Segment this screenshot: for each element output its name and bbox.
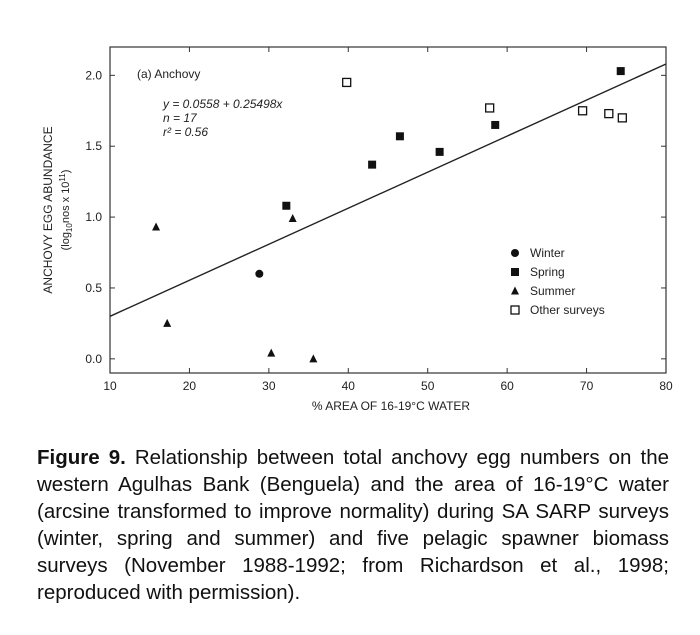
y-tick-label: 0.0	[85, 351, 102, 366]
y-tick-label: 2.0	[85, 68, 102, 83]
other-surveys-point	[486, 104, 494, 112]
summer-point	[309, 354, 317, 362]
x-tick-label: 70	[579, 379, 594, 393]
figure-caption-text: Relationship between total anchovy egg numbers on the western Agulhas Bank (Benguela) and the area of 16-19°C water (arcsine transformed to improve normality) during SA SARP surveys (winter, spring and summer) and five pelagic spawner biomass surveys (November 1988-1992; from Richardson et al., 1998; reproduced with permission).	[37, 446, 669, 604]
x-tick-label: 60	[500, 379, 514, 393]
x-axis-label: % AREA OF 16-19°C WATER	[311, 399, 471, 413]
legend-marker-spring	[511, 268, 519, 276]
panel-label: (a) Anchovy	[137, 67, 201, 81]
other-surveys-point	[618, 114, 626, 122]
legend	[511, 246, 605, 317]
y-tick-label: 1.5	[85, 139, 102, 154]
other-surveys-point	[605, 110, 613, 118]
legend-label-other-surveys: Other surveys	[530, 303, 605, 317]
winter-point	[255, 270, 263, 278]
y-axis-label-units: ($\log_{10}nos$ x $10^{11}$)	[58, 169, 74, 251]
x-tick-label: 20	[182, 379, 197, 393]
spring-point	[491, 121, 499, 129]
y-tick-label: 1.0	[85, 210, 102, 225]
regression-r2: r² = 0.56	[163, 125, 209, 139]
other-surveys-point	[579, 107, 587, 115]
legend-marker-winter	[511, 249, 519, 257]
legend-marker-other-surveys	[511, 306, 519, 314]
figure-caption-label: Figure 9.	[37, 446, 126, 469]
legend-label-winter: Winter	[530, 246, 565, 260]
spring-point	[282, 202, 290, 210]
y-axis-label: ANCHOVY EGG ABUNDANCE	[41, 126, 55, 294]
legend-label-spring: Spring	[530, 265, 565, 279]
spring-point	[436, 148, 444, 156]
x-tick-label: 80	[659, 379, 673, 393]
regression-n: n = 17	[163, 111, 197, 125]
y-tick-label: 0.5	[85, 280, 102, 295]
spring-point	[396, 132, 404, 140]
summer-point	[152, 223, 160, 231]
x-tick-label: 10	[103, 379, 117, 393]
legend-label-summer: Summer	[530, 284, 576, 298]
other-surveys-point	[343, 78, 351, 86]
spring-point	[617, 67, 625, 75]
data-points	[152, 67, 626, 362]
spring-point	[368, 161, 376, 169]
plot-frame	[110, 47, 666, 373]
regression-equation: y = 0.0558 + 0.25498x	[163, 97, 283, 111]
x-tick-label: 40	[341, 379, 355, 393]
summer-point	[267, 349, 275, 357]
summer-point	[163, 319, 171, 327]
legend-marker-summer	[511, 287, 519, 295]
x-tick-label: 50	[421, 379, 435, 393]
figure-caption	[37, 444, 669, 606]
summer-point	[289, 214, 297, 222]
x-tick-label: 30	[262, 379, 276, 393]
